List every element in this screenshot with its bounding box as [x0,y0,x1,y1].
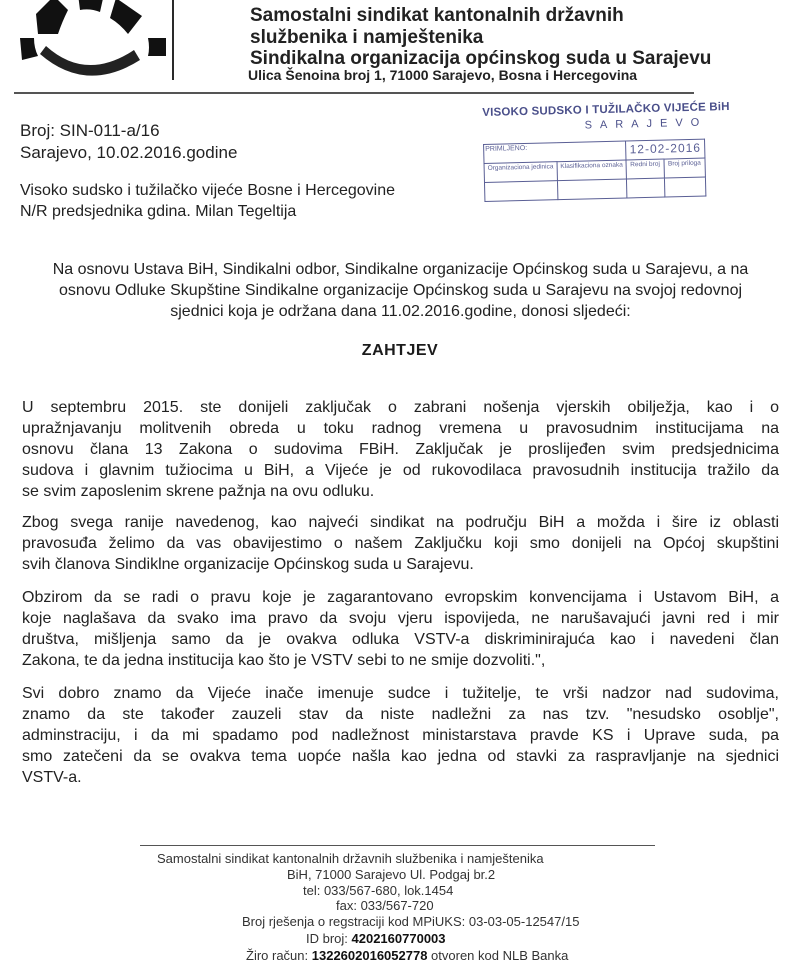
recipient-line2: N/R predsjednika gdina. Milan Tegeltija [20,203,297,220]
paragraph-4 [22,683,779,788]
footer-account-value: 1322602016052778 [311,948,428,963]
stamp-received-date: 12-02-2016 [626,139,705,160]
stamp-col-serial: Redni broj [626,159,664,179]
stamp-cell [484,181,557,202]
paragraph-line: Zbog svega ranije navedenog, kao najveći sindikat na području BiH a možda i šire iz oblasti [22,514,779,531]
stamp-col-attachments: Broj priloga [664,158,706,178]
paragraph-line: se svim zaposlenim skrene pažnja na ovu odluku. [22,483,375,500]
paragraph-line: znamo da ste također zauzeli stav da niste nadležni za nas tzv. "nesudsko osoblje", [22,706,779,723]
stamp-cell [557,179,627,200]
paragraph-line: upražnjavanju molitvenih obreda u toku radnog vremena u pravosudnim institucijama na [22,420,779,437]
footer-account-label: Žiro račun: [246,948,312,963]
paragraph-2 [22,512,779,575]
stamp-city: SARAJEVO [584,116,708,132]
stamp-col-classification: Klasifikaciona oznaka [557,160,627,181]
paragraph-line: svih članova Sindiklne organizacije Općinskog suda u Sarajevu. [22,556,474,573]
header-rule [14,92,694,94]
footer-id-label: ID broj: [306,931,352,946]
paragraph-3 [22,587,779,671]
header-org-line2: službenika i namještenika [250,27,484,48]
footer-address: BiH, 71000 Sarajevo Ul. Podgaj br.2 [287,867,496,882]
header-org-line1: Samostalni sindikat kantonalnih državnih [250,5,624,26]
paragraph-line: koje naglašava da svako ima pravo da svoju vjeru ispovijeda, ne narušavajući javni red i mir [22,610,779,627]
footer-account [246,948,568,963]
intro-line2: osnovu Odluke Skupštine Sindikalne organizacije Općinskog suda u Sarajevu na svojoj redovnoj [58,282,743,299]
paragraph-line: sudova i glavnim tužiocima u BiH, a Vijeće je od rukovodilaca pravosudnih institucija tražilo da [22,462,779,479]
paragraph-line: društva, mišljenja samo da je ovakva odluka VSTV-a diskriminirajuća kao i navedeni član [22,631,779,648]
footer-rule [140,845,655,846]
recipient-line1: Visoko sudsko i tužilačko vijeće Bosne i Hercegovine [20,182,396,199]
stamp-table [483,139,706,202]
footer-id [306,931,446,946]
footer-account-bank: otvoren kod NLB Banka [427,948,569,963]
stamp-cell [664,177,706,197]
reference-date: Sarajevo, 10.02.2016.godine [20,143,238,162]
stamp-cell [627,178,665,198]
header-divider [172,0,174,80]
reference-number: Broj: SIN-011-a/16 [20,121,160,140]
stamp-col-org-unit: Organizaciona jedinica [484,162,557,183]
paragraph-line: adminstraciju, i da mi spadamo pod nadležnost ministarstava pravde KS i Uprave suda, pa [22,727,779,744]
intro-line1: Na osnovu Ustava BiH, Sindikalni odbor, Sindikalne organizacije Općinskog suda u Sarajevu, a na [52,261,749,278]
stamp-received-label: PRIMLJENO: [484,141,627,163]
header-address: Ulica Šenoina broj 1, 71000 Sarajevo, Bosna i Hercegovina [248,67,638,83]
footer-tel: tel: 033/567-680, lok.1454 [303,883,454,898]
footer-fax: fax: 033/567-720 [336,898,434,913]
received-stamp [482,96,730,201]
paragraph-line: U septembru 2015. ste donijeli zaključak o zabrani nošenja vjerskih obilježja, kao i o [22,399,779,416]
union-logo-icon [16,0,166,84]
paragraph-line: Obzirom da se radi o pravu koje je zagarantovano evropskim konvencijama i Ustavom BiH, a [22,589,779,606]
footer-org: Samostalni sindikat kantonalnih državnih službenika i namještenika [157,851,544,866]
paragraph-line: pravosuđa želimo da vas obavijestimo o našem Zaključku koji smo donijeli na Općoj skupštini [22,535,779,552]
paragraph-line: smo zatečeni da se ovakva tema uopće našla kao jedna od stavki za raspravljanje na sjednici [22,748,779,765]
document-title: ZAHTJEV [361,342,439,359]
paragraph-line: Svi dobro znamo da Vijeće inače imenuje sudce i tužitelje, te vrši nadzor nad sudovima, [22,685,779,702]
paragraph-line: osnovu člana 13 Zakona o sudovima FBiH. Zaključak je proslijeđen svim predsjednicima [22,441,779,458]
stamp-institution: VISOKO SUDSKO I TUŽILAČKO VIJEĆE BiH [482,100,730,119]
paragraph-1 [22,397,779,502]
header-org-line3: Sindikalna organizacija općinskog suda u Sarajevu [250,48,712,69]
footer-id-value: 4202160770003 [351,931,446,946]
footer-registration: Broj rješenja o regstraciji kod MPiUKS: 03-03-05-12547/15 [242,914,580,929]
paragraph-line: VSTV-a. [22,769,82,786]
paragraph-line: Zakona, te da jedna institucija kao što je VSTV sebi to ne smije dozvoliti.", [22,652,546,669]
intro-line3: sjednici koja je održana dana 11.02.2016.godine, donosi sljedeći: [170,303,631,320]
